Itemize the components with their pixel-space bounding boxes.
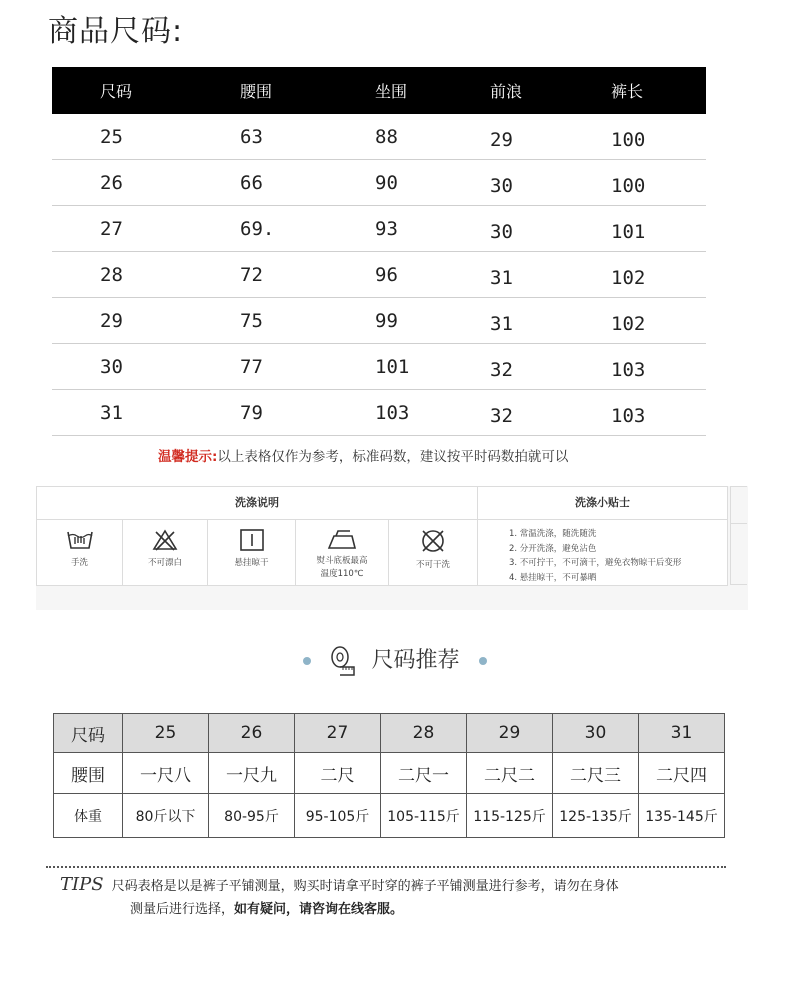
no-bleach-icon: [150, 528, 180, 552]
tips-tag: TIPS: [60, 874, 104, 895]
iron-icon: [326, 528, 358, 550]
warm-tip: [158, 445, 568, 465]
cell-size: 26: [52, 160, 230, 206]
table-cell: 115-125斤: [467, 794, 553, 838]
cell-hip: 93: [365, 206, 480, 252]
table-cell: 28: [381, 714, 467, 753]
cell-length: 101: [593, 206, 706, 252]
cell-length: 100: [593, 114, 706, 160]
cell-waist: 72: [230, 252, 365, 298]
cell-length: 100: [593, 160, 706, 206]
cell-waist: 79: [230, 390, 365, 436]
care-label: 手洗: [70, 558, 88, 568]
table-row: [52, 390, 706, 436]
cell-size: 28: [52, 252, 230, 298]
cell-size: 25: [52, 114, 230, 160]
header-rise: 前浪: [480, 67, 593, 114]
cell-length: 103: [593, 344, 706, 390]
table-cell: 30: [553, 714, 639, 753]
size-table-header: [52, 67, 706, 114]
table-cell: 125-135斤: [553, 794, 639, 838]
cell-waist: 63: [230, 114, 365, 160]
cell-length: 102: [593, 252, 706, 298]
care-tip: 3. 不可拧干，不可滴干，避免衣物晾干后变形: [509, 558, 682, 568]
size-table: [52, 67, 706, 436]
care-label: 熨斗底板最高: [316, 556, 368, 566]
header-size: 尺码: [52, 67, 230, 114]
care-item-no-bleach: [123, 520, 208, 585]
care-item-hang-dry: [208, 520, 296, 585]
header-waist: 腰围: [230, 67, 365, 114]
size-recommend-table: [53, 713, 725, 838]
care-tips-list: [509, 527, 681, 585]
cell-hip: 99: [365, 298, 480, 344]
table-row: [54, 753, 725, 794]
cell-size: 29: [52, 298, 230, 344]
warm-tip-text: 以上表格仅作为参考，标准码数，建议按平时码数拍就可以: [217, 449, 569, 465]
row-label: 腰围: [54, 753, 123, 794]
cell-hip: 96: [365, 252, 480, 298]
row-label: 尺码: [54, 714, 123, 753]
warm-tip-label: 温馨提示:: [158, 449, 218, 465]
cell-length: 102: [593, 298, 706, 344]
cell-rise: 30: [480, 160, 593, 206]
cell-hip: 88: [365, 114, 480, 160]
table-cell: 二尺三: [553, 753, 639, 794]
page-title: 商品尺码:: [48, 14, 184, 49]
table-cell: 29: [467, 714, 553, 753]
header-length: 裤长: [593, 67, 706, 114]
care-label: 不可漂白: [147, 558, 182, 568]
table-cell: 一尺八: [123, 753, 209, 794]
size-recommend-heading: [0, 643, 790, 677]
table-row: [52, 298, 706, 344]
table-row: [52, 160, 706, 206]
table-row: [52, 344, 706, 390]
care-panel-edge: [730, 486, 747, 585]
row-label: 体重: [54, 794, 123, 838]
cell-hip: 101: [365, 344, 480, 390]
size-recommend-title: 尺码推荐: [371, 648, 460, 673]
tips-line-2b: 如有疑问，请咨询在线客服。: [234, 902, 404, 917]
cell-size: 31: [52, 390, 230, 436]
table-cell: 26: [209, 714, 295, 753]
cell-rise: 32: [480, 344, 593, 390]
divider: [46, 866, 726, 868]
tips-line-1: 尺码表格是以是裤子平铺测量，购买时请拿平时穿的裤子平铺测量进行参考，请勿在身体: [111, 879, 619, 894]
table-cell: 二尺二: [467, 753, 553, 794]
tape-measure-icon: [330, 645, 358, 677]
table-cell: 二尺: [295, 753, 381, 794]
table-cell: 27: [295, 714, 381, 753]
cell-size: 30: [52, 344, 230, 390]
table-cell: 135-145斤: [639, 794, 725, 838]
table-row: [54, 714, 725, 753]
table-cell: 一尺九: [209, 753, 295, 794]
table-row: [52, 206, 706, 252]
cell-waist: 69.: [230, 206, 365, 252]
table-cell: 二尺一: [381, 753, 467, 794]
tips-block: [60, 873, 740, 921]
table-row: [54, 794, 725, 838]
table-cell: 25: [123, 714, 209, 753]
table-cell: 二尺四: [639, 753, 725, 794]
care-label: 悬挂晾干: [234, 558, 269, 568]
cell-size: 27: [52, 206, 230, 252]
cell-hip: 103: [365, 390, 480, 436]
table-row: [52, 114, 706, 160]
care-label: 不可干洗: [415, 560, 450, 570]
decor-dot-left: [303, 657, 311, 665]
table-cell: 95-105斤: [295, 794, 381, 838]
care-item-iron: [296, 520, 389, 585]
cell-waist: 75: [230, 298, 365, 344]
no-tumble-dry-icon: [418, 528, 448, 554]
cell-rise: 30: [480, 206, 593, 252]
cell-rise: 29: [480, 114, 593, 160]
table-cell: 31: [639, 714, 725, 753]
cell-length: 103: [593, 390, 706, 436]
table-cell: 80斤以下: [123, 794, 209, 838]
cell-rise: 31: [480, 298, 593, 344]
header-hip: 坐围: [365, 67, 480, 114]
care-title: 洗涤说明: [37, 487, 478, 520]
decor-dot-right: [479, 657, 487, 665]
care-tips-title: 洗涤小贴士: [478, 487, 727, 520]
table-row: [52, 252, 706, 298]
cell-hip: 90: [365, 160, 480, 206]
cell-waist: 66: [230, 160, 365, 206]
care-tip: 2. 分开洗涤，避免沾色: [509, 543, 597, 554]
table-cell: 105-115斤: [381, 794, 467, 838]
cell-waist: 77: [230, 344, 365, 390]
cell-rise: 31: [480, 252, 593, 298]
care-label-2: 温度110℃: [320, 569, 364, 579]
table-cell: 80-95斤: [209, 794, 295, 838]
care-tip: 1. 常温洗涤，随洗随洗: [509, 529, 597, 539]
hang-dry-icon: [237, 528, 267, 552]
care-tip: 4. 悬挂晾干，不可暴晒: [509, 572, 597, 583]
cell-rise: 32: [480, 390, 593, 436]
care-item-no-dry-clean: [389, 520, 478, 585]
tips-line-2a: 测量后进行选择，: [130, 902, 235, 917]
care-panel: [36, 486, 748, 610]
care-item-hand-wash: [37, 520, 123, 585]
hand-wash-icon: [65, 528, 95, 552]
